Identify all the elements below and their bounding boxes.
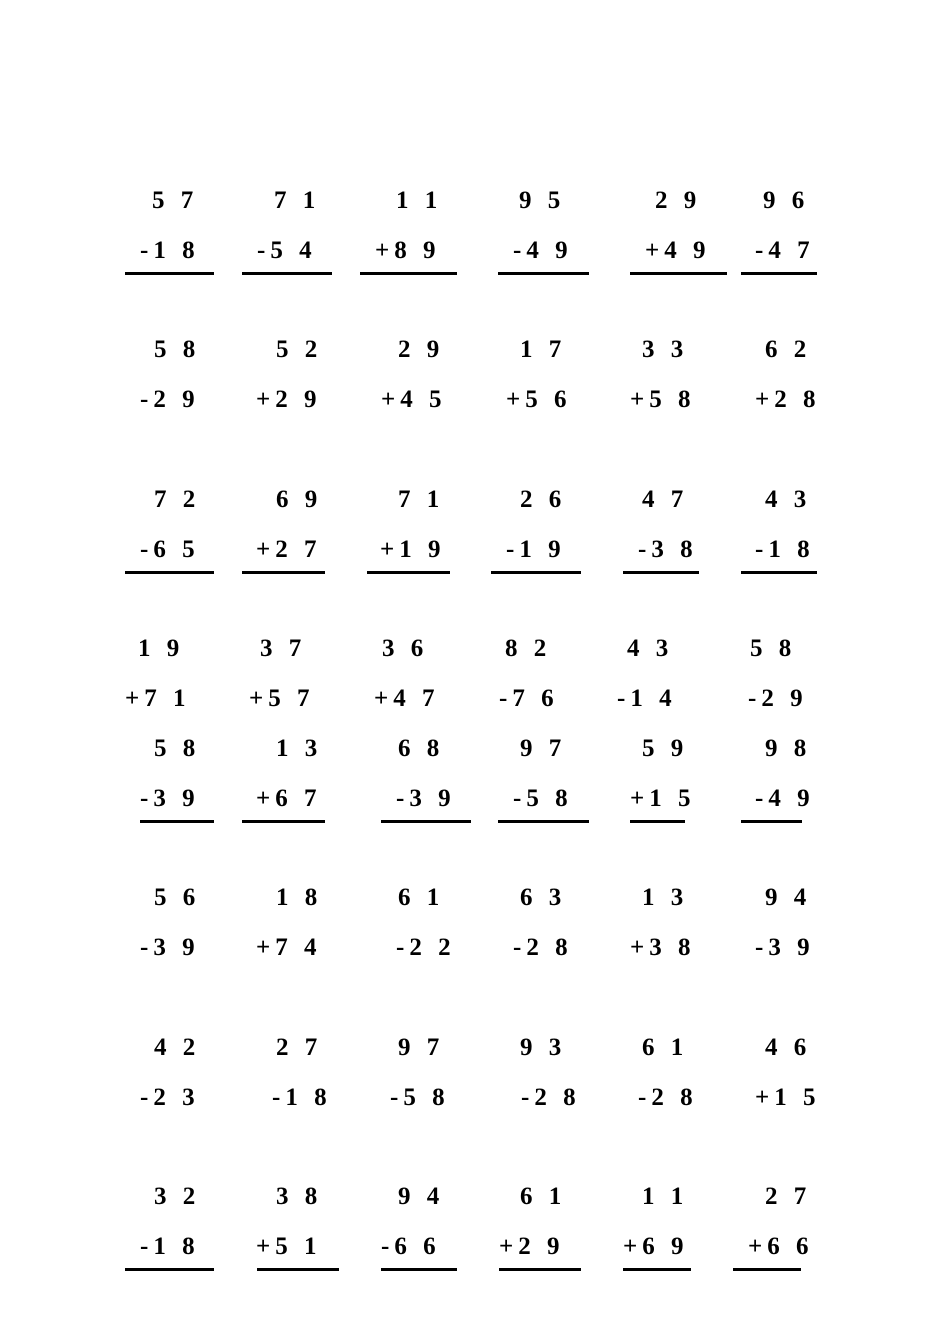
problem-top-number: 5 8: [154, 336, 201, 363]
problem-bottom-number: -2 9: [140, 386, 200, 413]
problem-top-number: 6 1: [642, 1034, 689, 1061]
answer-line: [242, 820, 325, 823]
problem-top-number: 1 7: [520, 336, 567, 363]
problem-top-number: 5 2: [276, 336, 323, 363]
problem-top-number: 3 6: [382, 635, 429, 662]
problem-top-number: 4 2: [154, 1034, 201, 1061]
problem-top-number: 9 7: [398, 1034, 445, 1061]
problem-top-number: 3 7: [260, 635, 307, 662]
problem-top-number: 5 6: [154, 884, 201, 911]
problem-bottom-number: -6 5: [140, 536, 200, 563]
problem-bottom-number: +2 9: [256, 386, 322, 413]
problem-bottom-number: +6 9: [623, 1233, 689, 1260]
problem-bottom-number: -1 8: [140, 1233, 200, 1260]
problem-top-number: 5 8: [154, 735, 201, 762]
problem-top-number: 5 9: [642, 735, 689, 762]
problem-bottom-number: -5 4: [257, 237, 317, 264]
problem-bottom-number: -1 8: [140, 237, 200, 264]
problem-top-number: 7 2: [154, 486, 201, 513]
problem-bottom-number: -6 6: [381, 1233, 441, 1260]
problem-top-number: 8 2: [505, 635, 552, 662]
problem-top-number: 6 3: [520, 884, 567, 911]
problem-bottom-number: +5 6: [506, 386, 572, 413]
answer-line: [498, 272, 589, 275]
problem-bottom-number: -2 8: [638, 1084, 698, 1111]
problem-top-number: 9 8: [765, 735, 812, 762]
problem-top-number: 3 8: [276, 1183, 323, 1210]
problem-top-number: 1 1: [396, 187, 443, 214]
problem-top-number: 7 1: [398, 486, 445, 513]
problem-top-number: 4 7: [642, 486, 689, 513]
problem-top-number: 2 9: [398, 336, 445, 363]
problem-top-number: 5 8: [750, 635, 797, 662]
problem-top-number: 1 3: [642, 884, 689, 911]
problem-bottom-number: -2 8: [521, 1084, 581, 1111]
answer-line: [381, 1268, 457, 1271]
problem-bottom-number: -1 8: [755, 536, 815, 563]
answer-line: [741, 272, 817, 275]
problem-top-number: 4 3: [627, 635, 674, 662]
problem-bottom-number: -2 9: [748, 685, 808, 712]
answer-line: [242, 571, 325, 574]
problem-bottom-number: -4 7: [755, 237, 815, 264]
problem-bottom-number: +2 7: [256, 536, 322, 563]
problem-bottom-number: -3 8: [638, 536, 698, 563]
problem-bottom-number: -2 3: [140, 1084, 200, 1111]
problem-top-number: 9 5: [519, 187, 566, 214]
problem-bottom-number: +8 9: [375, 237, 441, 264]
problem-bottom-number: -3 9: [755, 934, 815, 961]
problem-bottom-number: +6 6: [748, 1233, 814, 1260]
problem-bottom-number: -3 9: [396, 785, 456, 812]
problem-top-number: 4 3: [765, 486, 812, 513]
problem-top-number: 1 1: [642, 1183, 689, 1210]
problem-top-number: 9 3: [520, 1034, 567, 1061]
problem-top-number: 9 4: [765, 884, 812, 911]
problem-bottom-number: +2 9: [499, 1233, 565, 1260]
problem-bottom-number: -1 9: [506, 536, 566, 563]
problem-top-number: 6 1: [520, 1183, 567, 1210]
answer-line: [125, 571, 214, 574]
problem-top-number: 9 7: [520, 735, 567, 762]
problem-bottom-number: +5 1: [256, 1233, 322, 1260]
answer-line: [360, 272, 457, 275]
problem-top-number: 4 6: [765, 1034, 812, 1061]
answer-line: [125, 1268, 214, 1271]
problem-top-number: 2 7: [276, 1034, 323, 1061]
answer-line: [491, 571, 581, 574]
problem-top-number: 9 4: [398, 1183, 445, 1210]
problem-bottom-number: -1 4: [617, 685, 677, 712]
problem-bottom-number: +4 5: [381, 386, 447, 413]
problem-bottom-number: -1 8: [272, 1084, 332, 1111]
problem-bottom-number: +7 1: [125, 685, 191, 712]
answer-line: [381, 820, 471, 823]
answer-line: [630, 820, 685, 823]
problem-top-number: 2 7: [765, 1183, 812, 1210]
answer-line: [630, 272, 727, 275]
answer-line: [733, 1268, 801, 1271]
answer-line: [125, 272, 214, 275]
problem-bottom-number: -5 8: [513, 785, 573, 812]
problem-top-number: 6 8: [398, 735, 445, 762]
problem-top-number: 5 7: [152, 187, 199, 214]
problem-top-number: 2 6: [520, 486, 567, 513]
answer-line: [623, 571, 699, 574]
problem-bottom-number: +5 8: [630, 386, 696, 413]
problem-bottom-number: -2 8: [513, 934, 573, 961]
problem-top-number: 9 6: [763, 187, 810, 214]
answer-line: [498, 820, 589, 823]
problem-bottom-number: +4 9: [645, 237, 711, 264]
problem-bottom-number: +5 7: [249, 685, 315, 712]
answer-line: [367, 571, 450, 574]
problem-bottom-number: +7 4: [256, 934, 322, 961]
problem-bottom-number: -4 9: [513, 237, 573, 264]
problem-top-number: 6 2: [765, 336, 812, 363]
problem-bottom-number: -3 9: [140, 934, 200, 961]
problem-bottom-number: -2 2: [396, 934, 456, 961]
problem-top-number: 1 3: [276, 735, 323, 762]
answer-line: [623, 1268, 691, 1271]
problem-top-number: 1 8: [276, 884, 323, 911]
problem-bottom-number: +3 8: [630, 934, 696, 961]
answer-line: [741, 571, 817, 574]
problem-bottom-number: -5 8: [390, 1084, 450, 1111]
problem-bottom-number: +1 9: [380, 536, 446, 563]
problem-top-number: 6 1: [398, 884, 445, 911]
problem-top-number: 3 2: [154, 1183, 201, 1210]
answer-line: [242, 272, 332, 275]
problem-bottom-number: -4 9: [755, 785, 815, 812]
problem-top-number: 2 9: [655, 187, 702, 214]
problem-bottom-number: +1 5: [755, 1084, 821, 1111]
answer-line: [499, 1268, 581, 1271]
answer-line: [140, 820, 214, 823]
problem-bottom-number: +4 7: [374, 685, 440, 712]
problem-top-number: 7 1: [274, 187, 321, 214]
answer-line: [741, 820, 802, 823]
problem-bottom-number: +6 7: [256, 785, 322, 812]
problem-top-number: 3 3: [642, 336, 689, 363]
answer-line: [257, 1268, 339, 1271]
problem-bottom-number: +1 5: [630, 785, 696, 812]
problem-bottom-number: +2 8: [755, 386, 821, 413]
problem-bottom-number: -7 6: [499, 685, 559, 712]
problem-top-number: 1 9: [138, 635, 185, 662]
problem-top-number: 6 9: [276, 486, 323, 513]
problem-bottom-number: -3 9: [140, 785, 200, 812]
